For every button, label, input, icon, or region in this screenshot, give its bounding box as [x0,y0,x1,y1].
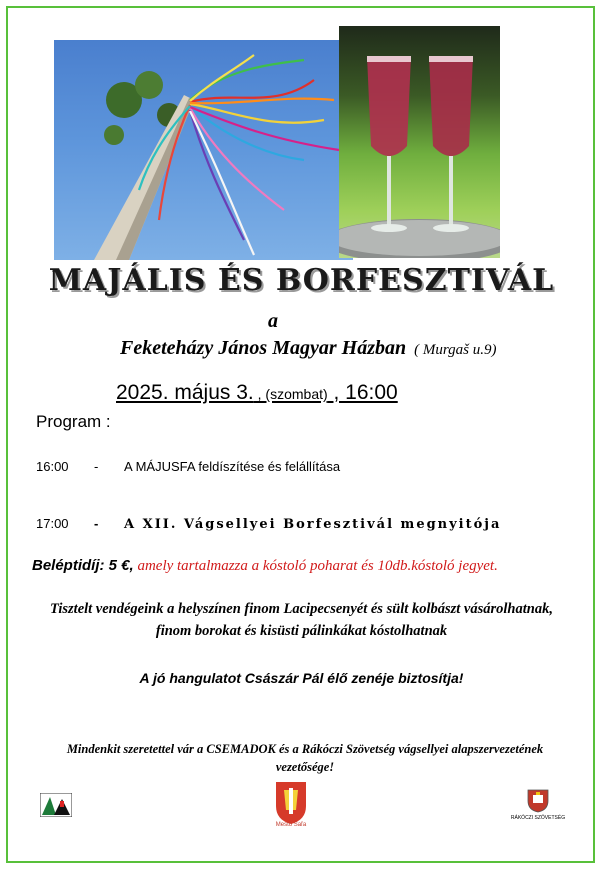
program-dash: - [94,516,99,531]
title-connector: a [268,310,278,332]
program-time: 16:00 [36,459,69,474]
entry-fee-label: Beléptidíj: 5 €, [32,557,134,574]
program-item [36,459,340,474]
program-dash: - [94,459,99,474]
wine-glasses-photo [339,26,500,258]
guests-info [0,598,603,642]
date-time: , 16:00 [327,381,398,404]
program-text-festival: XII. Vágsellyei Borfesztivál [142,517,395,532]
program-text: A MÁJUSFA feldíszítése és felállítása [124,459,341,474]
music-info: A jó hangulatot Császár Pál élő zenéje biztosítja! [139,670,464,686]
program-heading: Program : [36,412,111,431]
event-date [116,381,398,405]
rakoczi-association-logo [525,787,551,813]
program-text-prefix: A [124,517,143,532]
program-text-suffix: megnyitója [394,517,502,532]
rakoczi-logo-label: RÁKÓCZI SZÖVETSÉG [510,815,566,821]
date-weekday: , (szombat) [253,386,328,402]
csemadok-logo [40,793,72,817]
city-coat-of-arms-logo [274,780,308,825]
program-time: 17:00 [36,516,69,531]
program-item [36,516,501,532]
venue-line [120,337,496,360]
guests-line-1: Tisztelt vendégeink a helyszínen finom Lacipecsenyét és sült kolbászt vásárolhatnak, [50,601,553,617]
venue-name: Feketeházy János Magyar Házban [120,337,407,359]
entry-fee-details: amely tartalmazza a kóstoló poharat és 10db.kóstoló jegyet. [133,558,498,574]
entry-fee [32,557,592,575]
guests-line-2: finom borokat és kisüsti pálinkákat kóstolhatnak [155,623,448,639]
venue-address: ( Murgaš u.9) [414,342,497,358]
maypole-photo [54,40,353,260]
poster-title: MAJÁLIS ÉS BORFESZTIVÁL [48,263,555,298]
date-main: 2025. május 3. [116,381,254,404]
invitation-text: Mindenkit szeretettel vár a CSEMADOK és a Rákóczi Szövetség vágsellyei alapszervezetének vezetősége! [66,742,544,774]
city-logo-label: Mesto Šaľa [275,822,307,828]
